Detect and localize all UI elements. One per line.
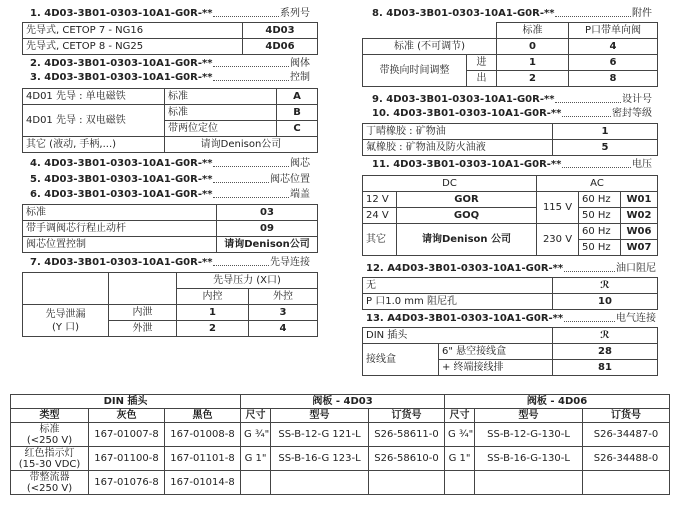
table-row: 氟橡胶 : 矿物油及防火油液 5 — [363, 140, 658, 156]
end-cap-table — [22, 204, 318, 253]
table-row: 接线盒 6" 悬空接线盒 28 — [363, 344, 658, 360]
table-row: 50 Hz W07 — [363, 240, 658, 256]
table-row: 先导压力 (X口) — [23, 273, 318, 289]
table-row: 其它 (液动, 手柄,...) 请询Denison公司 — [23, 137, 318, 153]
table-row: 先导式, CETOP 8 - NG25 4D06 — [23, 39, 318, 55]
voltage-table — [362, 175, 658, 256]
pilot-table — [22, 272, 318, 337]
table-row: 标准 (<250 V) 167-01007-8 167-01008-8 G ¾" SS-B-12-G 121-L S26-58611-0 G ¾" SS-B-12-G-130-L S26-34487-0 — [11, 423, 670, 447]
orifice-table — [362, 277, 658, 310]
section-2-header: 2. 4D03-3B01-0303-10A1-G0R-** 阀体 — [30, 58, 310, 69]
table-row: 阀芯位置控制 请询Denison公司 — [23, 237, 318, 253]
section-13-header: 13. A4D03-3B01-0303-10A1-G0R-** 电气连接 — [366, 313, 656, 324]
section-1-header: 1. 4D03-3B01-0303-10A1-G0R-** 系列号 — [30, 8, 310, 19]
table-row: 4D01 先导 : 单电磁铁 标准 A — [23, 89, 318, 105]
table-row: 类型 灰色 黑色 尺寸 型号 订货号 尺寸 型号 订货号 — [11, 409, 670, 423]
table-row: 先导式, CETOP 7 - NG16 4D03 — [23, 23, 318, 39]
table-row: 24 V GOQ 50 Hz W02 — [363, 208, 658, 224]
table-row: 标准 03 — [23, 205, 318, 221]
section-11-header: 11. 4D03-3B01-0303-10A1-G0R-** 电压 — [372, 159, 652, 170]
table-row: 先导泄漏 (Y 口) 内泄 1 3 — [23, 305, 318, 321]
section-9-header: 9. 4D03-3B01-0303-10A1-G0R-** 设计号 — [372, 94, 652, 105]
table-row: 12 V GOR 115 V 60 Hz W01 — [363, 192, 658, 208]
section-8-header: 8. 4D03-3B01-0303-10A1-G0R-** 附件 — [372, 8, 652, 19]
table-row: DIN 插头 ℛ — [363, 328, 658, 344]
section-6-header: 6. 4D03-3B01-0303-10A1-G0R-** 端盖 — [30, 189, 310, 200]
table-row: 4D01 先导 : 双电磁铁 标准 B — [23, 105, 318, 121]
table-row: P 口1.0 mm 阻尼孔 10 — [363, 294, 658, 310]
section-10-header: 10. 4D03-3B01-0303-10A1-G0R-** 密封等级 — [372, 108, 652, 119]
table-row: 内控 外控 — [23, 289, 318, 305]
section-4-header: 4. 4D03-3B01-0303-10A1-G0R-** 阀芯 — [30, 158, 310, 169]
accessory-table — [362, 22, 658, 87]
table-row: DC AC — [363, 176, 658, 192]
table-row: 丁晴橡胶 : 矿物油 1 — [363, 124, 658, 140]
table-row: 出 2 8 — [363, 71, 658, 87]
table-row: 其它 请询Denison 公司 230 V 60 Hz W06 — [363, 224, 658, 240]
table-row: 带换向时间调整 进 1 6 — [363, 55, 658, 71]
table-row: 带两位定位 C — [23, 121, 318, 137]
section-5-header: 5. 4D03-3B01-0303-10A1-G0R-** 阀芯位置 — [30, 174, 310, 185]
section-3-header: 3. 4D03-3B01-0303-10A1-G0R-** 控制 — [30, 72, 310, 83]
section-7-header: 7. 4D03-3B01-0303-10A1-G0R-** 先导连接 — [30, 257, 310, 268]
table-row: 外泄 2 4 — [23, 321, 318, 337]
table-row: 标准 P口带单向阀 — [363, 23, 658, 39]
table-row: + 终端接线排 81 — [363, 360, 658, 376]
table-row: 带手调阀芯行程止动杆 09 — [23, 221, 318, 237]
table-row: 红色指示灯 (15-30 VDC) 167-01100-8 167-01101-8 G 1" SS-B-16-G 123-L S26-58610-0 G 1" SS-B-16-G-130-L S26-34488-0 — [11, 447, 670, 471]
control-table — [22, 88, 318, 153]
table-row: 带整流器 (<250 V) 167-01076-8 167-01014-8 — [11, 471, 670, 495]
seal-table — [362, 123, 658, 156]
table-row: 无 ℛ — [363, 278, 658, 294]
table-row: 标准 (不可调节) 0 4 — [363, 39, 658, 55]
table-row: DIN 插头 阀板 - 4D03 阀板 - 4D06 — [11, 395, 670, 409]
electrical-table — [362, 327, 658, 376]
din-subplate-table — [10, 394, 670, 495]
series-table — [22, 22, 318, 55]
section-12-header: 12. A4D03-3B01-0303-10A1-G0R-** 油口阻尼 — [366, 263, 656, 274]
